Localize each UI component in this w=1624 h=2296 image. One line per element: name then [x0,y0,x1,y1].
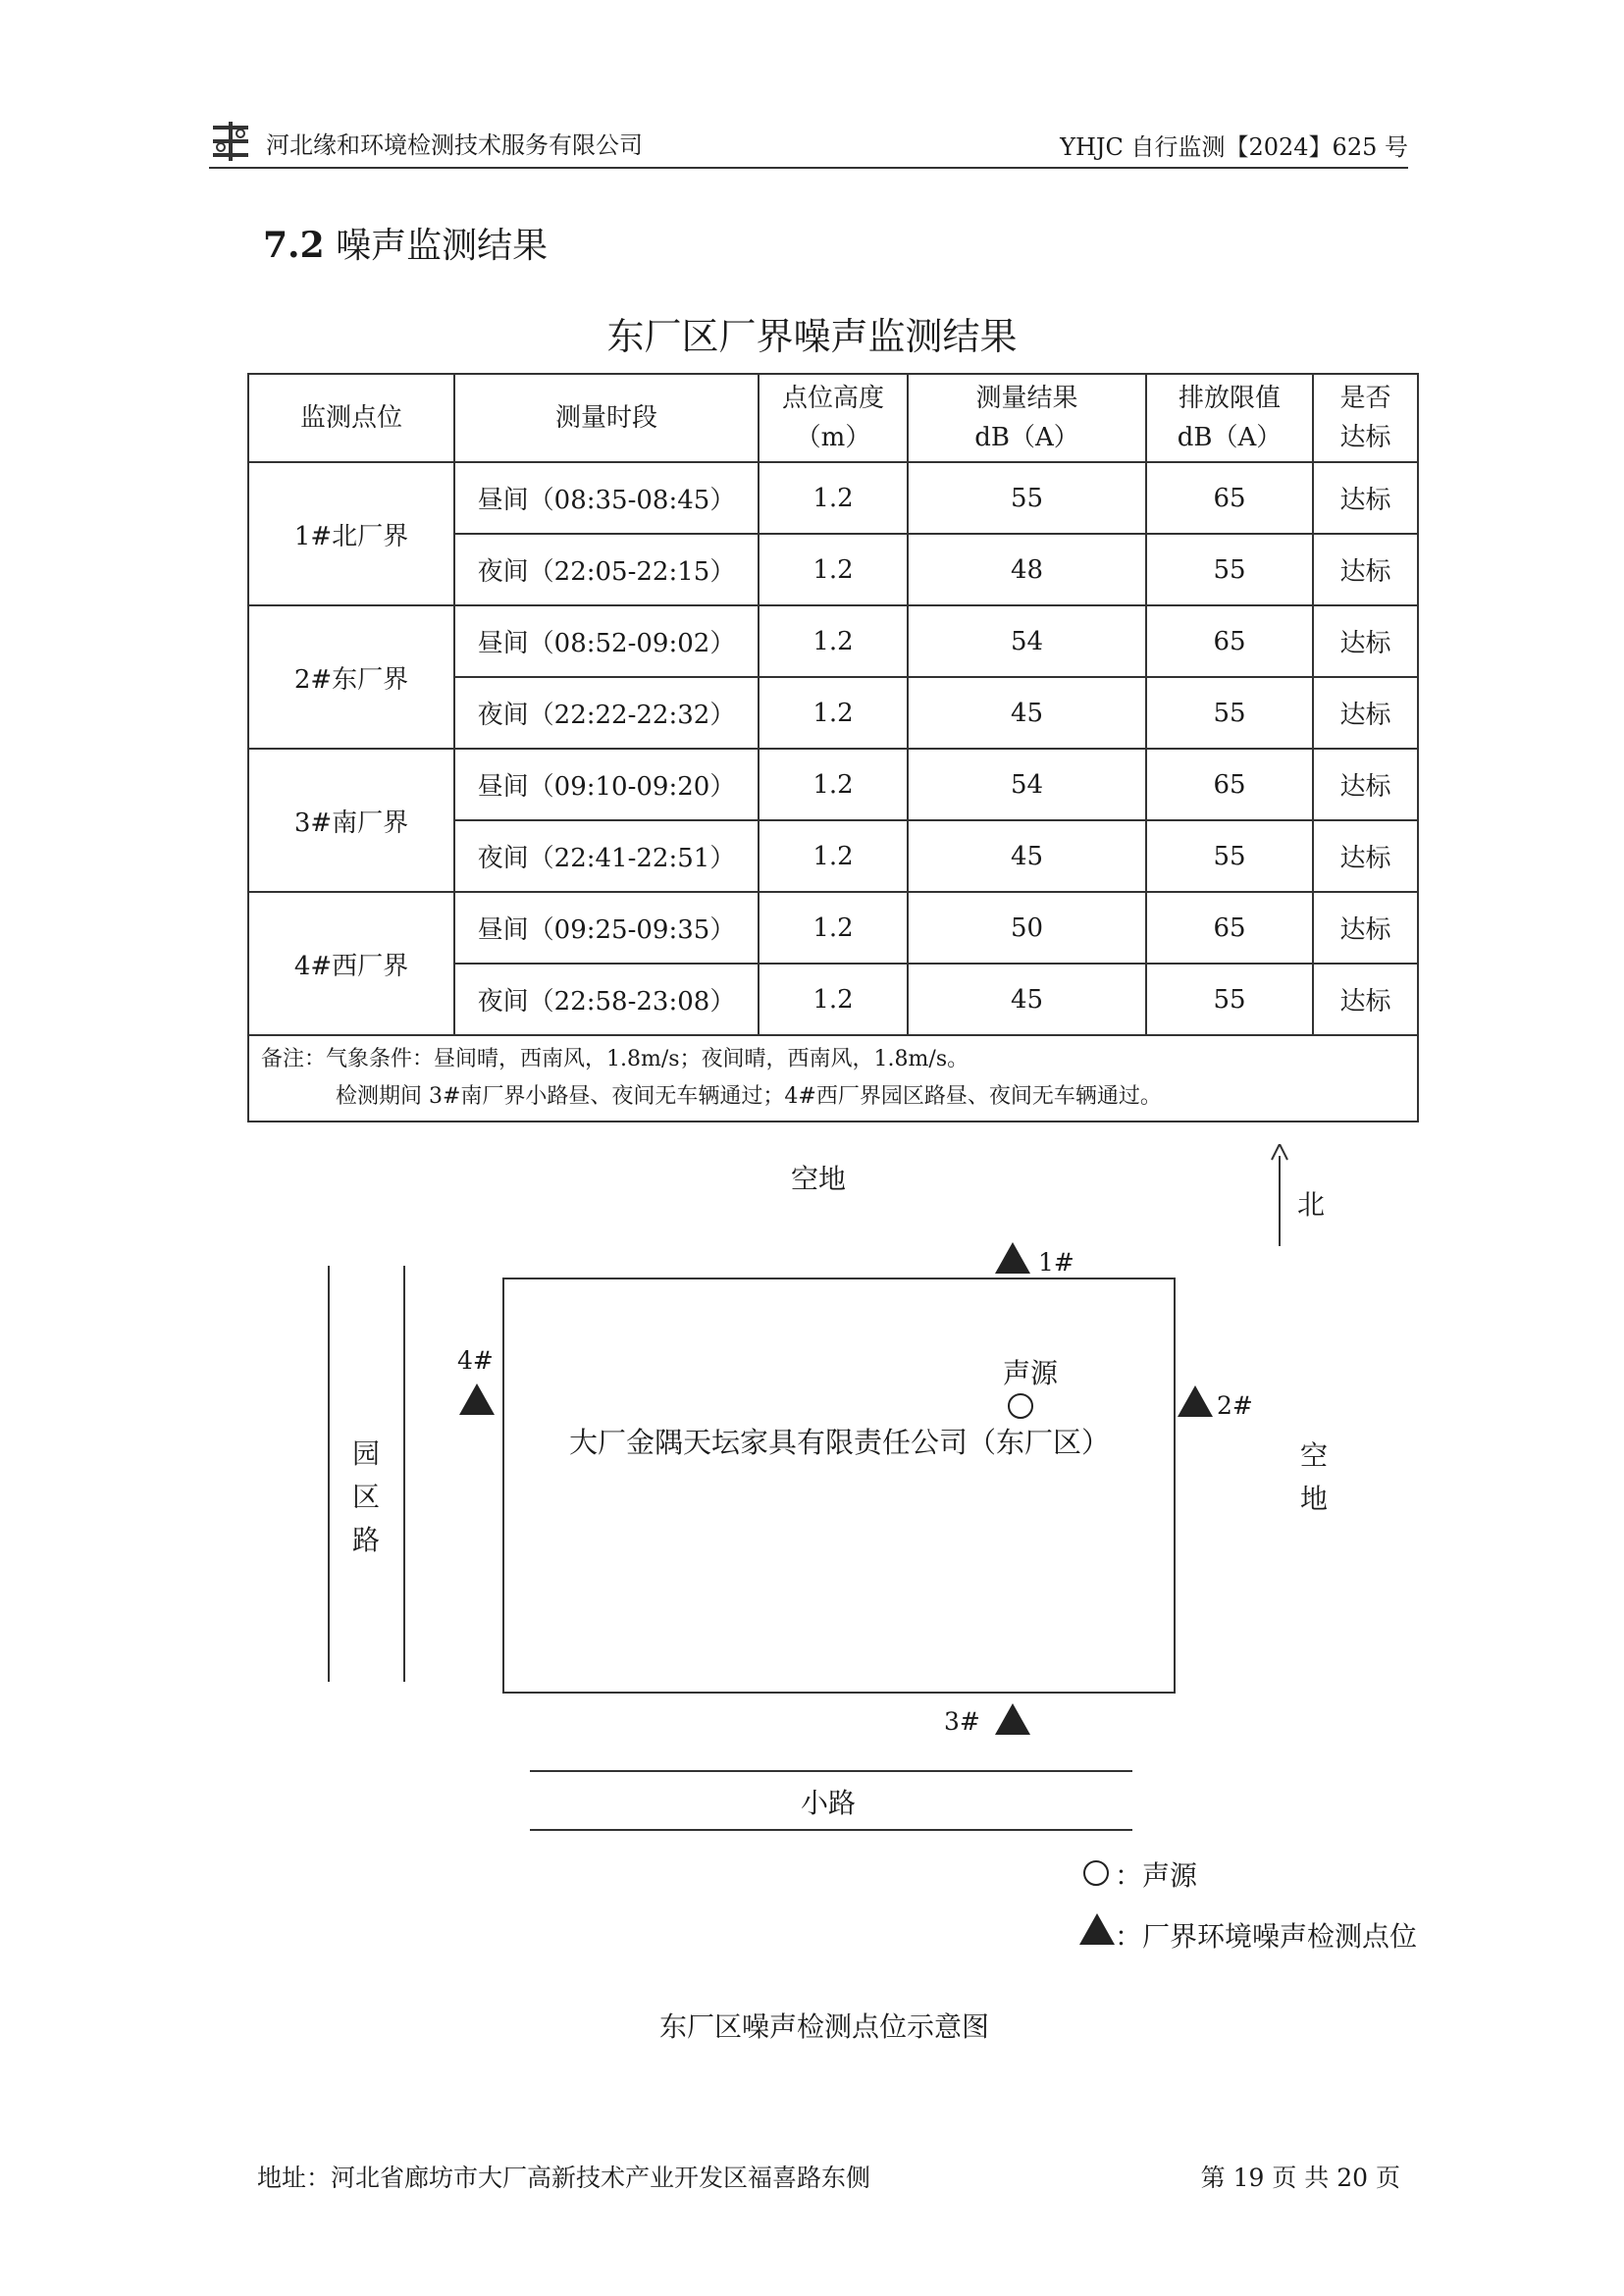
height-cell: 1.2 [759,677,908,749]
height-cell: 1.2 [759,462,908,534]
right-open-area-char: 空 [1299,1439,1328,1472]
result-cell: 45 [908,820,1146,892]
point-2-label: 2# [1217,1391,1253,1420]
period-cell: 昼间（08:35-08:45） [454,462,759,534]
limit-cell: 65 [1146,605,1313,677]
point-cell: 1#北厂界 [248,462,454,605]
compliance-cell: 达标 [1313,964,1418,1035]
period-cell: 夜间（22:05-22:15） [454,534,759,605]
small-road-line-top [530,1770,1132,1772]
park-road-char: 路 [351,1524,380,1556]
park-road-line-left [328,1266,330,1682]
note-line-2: 检测期间 3#南厂界小路昼、夜间无车辆通过；4#西厂界园区路昼、夜间无车辆通过。 [336,1084,1162,1109]
section-number: 7.2 [263,225,325,266]
height-cell: 1.2 [759,534,908,605]
limit-cell: 65 [1146,749,1313,820]
height-cell: 1.2 [759,820,908,892]
height-cell: 1.2 [759,605,908,677]
table-note [248,1035,1418,1122]
section-heading [263,218,548,268]
table-row [248,462,1418,534]
period-cell: 昼间（09:10-09:20） [454,749,759,820]
result-cell: 45 [908,964,1146,1035]
header-result: 测量结果 dB（A） [908,374,1146,462]
limit-cell: 55 [1146,534,1313,605]
header-point: 监测点位 [248,374,454,462]
limit-cell: 65 [1146,462,1313,534]
period-cell: 昼间（08:52-09:02） [454,605,759,677]
period-cell: 夜间（22:41-22:51） [454,820,759,892]
height-cell: 1.2 [759,892,908,964]
point-3-triangle-icon [995,1703,1030,1735]
legend-sound-source-icon [1083,1860,1109,1886]
height-cell: 1.2 [759,964,908,1035]
point-4-label: 4# [457,1346,494,1375]
sound-source-icon [1008,1393,1033,1419]
company-area-label: 大厂金隅天坛家具有限责任公司（东厂区） [569,1426,1111,1459]
page-header [209,116,1408,169]
period-cell: 夜间（22:58-23:08） [454,964,759,1035]
compliance-cell: 达标 [1313,820,1418,892]
footer-address: 地址：河北省廊坊市大厂高新技术产业开发区福喜路东侧 [257,2164,871,2192]
limit-cell: 55 [1146,677,1313,749]
right-open-area-char: 地 [1299,1483,1328,1515]
document-number: YHJC 自行监测【2024】625 号 [1060,133,1408,161]
footer-page-number: 第 19 页 共 20 页 [1200,2164,1400,2192]
north-label: 北 [1297,1188,1326,1221]
company-name: 河北缘和环境检测技术服务有限公司 [266,131,643,159]
point-1-label: 1# [1038,1248,1074,1277]
table-title: 东厂区厂界噪声监测结果 [606,315,1018,358]
company-logo-icon [209,120,252,163]
top-open-area-label: 空地 [791,1163,847,1195]
legend-point-label: ：厂界环境噪声检测点位 [1115,1920,1418,1953]
header-limit: 排放限值 dB（A） [1146,374,1313,462]
period-cell: 昼间（09:25-09:35） [454,892,759,964]
result-cell: 45 [908,677,1146,749]
point-1-triangle-icon [995,1242,1030,1274]
header-height: 点位高度 （m） [759,374,908,462]
point-2-triangle-icon [1178,1385,1213,1417]
point-4-triangle-icon [459,1383,495,1415]
compliance-cell: 达标 [1313,534,1418,605]
height-cell: 1.2 [759,749,908,820]
factory-boundary [502,1278,1176,1694]
compliance-cell: 达标 [1313,605,1418,677]
table-row [248,605,1418,677]
north-arrow-icon [1270,1144,1289,1162]
small-road-label: 小路 [801,1787,857,1819]
park-road-line-right [403,1266,405,1682]
park-road-label [349,1433,383,1562]
result-cell: 55 [908,462,1146,534]
park-road-char: 区 [351,1481,380,1513]
right-open-area-label [1297,1435,1331,1521]
compliance-cell: 达标 [1313,677,1418,749]
limit-cell: 55 [1146,964,1313,1035]
small-road-line-bottom [530,1829,1132,1831]
point-cell: 2#东厂界 [248,605,454,749]
diagram-caption: 东厂区噪声检测点位示意图 [659,2010,990,2043]
table-row [248,892,1418,964]
result-cell: 50 [908,892,1146,964]
legend-point-triangle-icon [1079,1913,1115,1945]
table-note-row [248,1035,1418,1122]
noise-results-table [247,373,1419,1122]
period-cell: 夜间（22:22-22:32） [454,677,759,749]
sound-source-label: 声源 [1003,1357,1059,1389]
compliance-cell: 达标 [1313,462,1418,534]
compliance-cell: 达标 [1313,749,1418,820]
north-arrow-shaft [1279,1156,1281,1246]
point-cell: 4#西厂界 [248,892,454,1035]
result-cell: 54 [908,605,1146,677]
header-compliance: 是否 达标 [1313,374,1418,462]
limit-cell: 65 [1146,892,1313,964]
legend-sound-source-label: ：声源 [1115,1859,1198,1892]
section-title: 噪声监测结果 [336,226,549,266]
header-period: 测量时段 [454,374,759,462]
note-line-1: 备注：气象条件：昼间晴，西南风，1.8m/s；夜间晴，西南风，1.8m/s。 [261,1047,969,1071]
limit-cell: 55 [1146,820,1313,892]
table-header-row [248,374,1418,462]
table-row [248,749,1418,820]
compliance-cell: 达标 [1313,892,1418,964]
result-cell: 54 [908,749,1146,820]
point-3-label: 3# [944,1707,980,1736]
park-road-char: 园 [351,1437,380,1470]
result-cell: 48 [908,534,1146,605]
point-cell: 3#南厂界 [248,749,454,892]
